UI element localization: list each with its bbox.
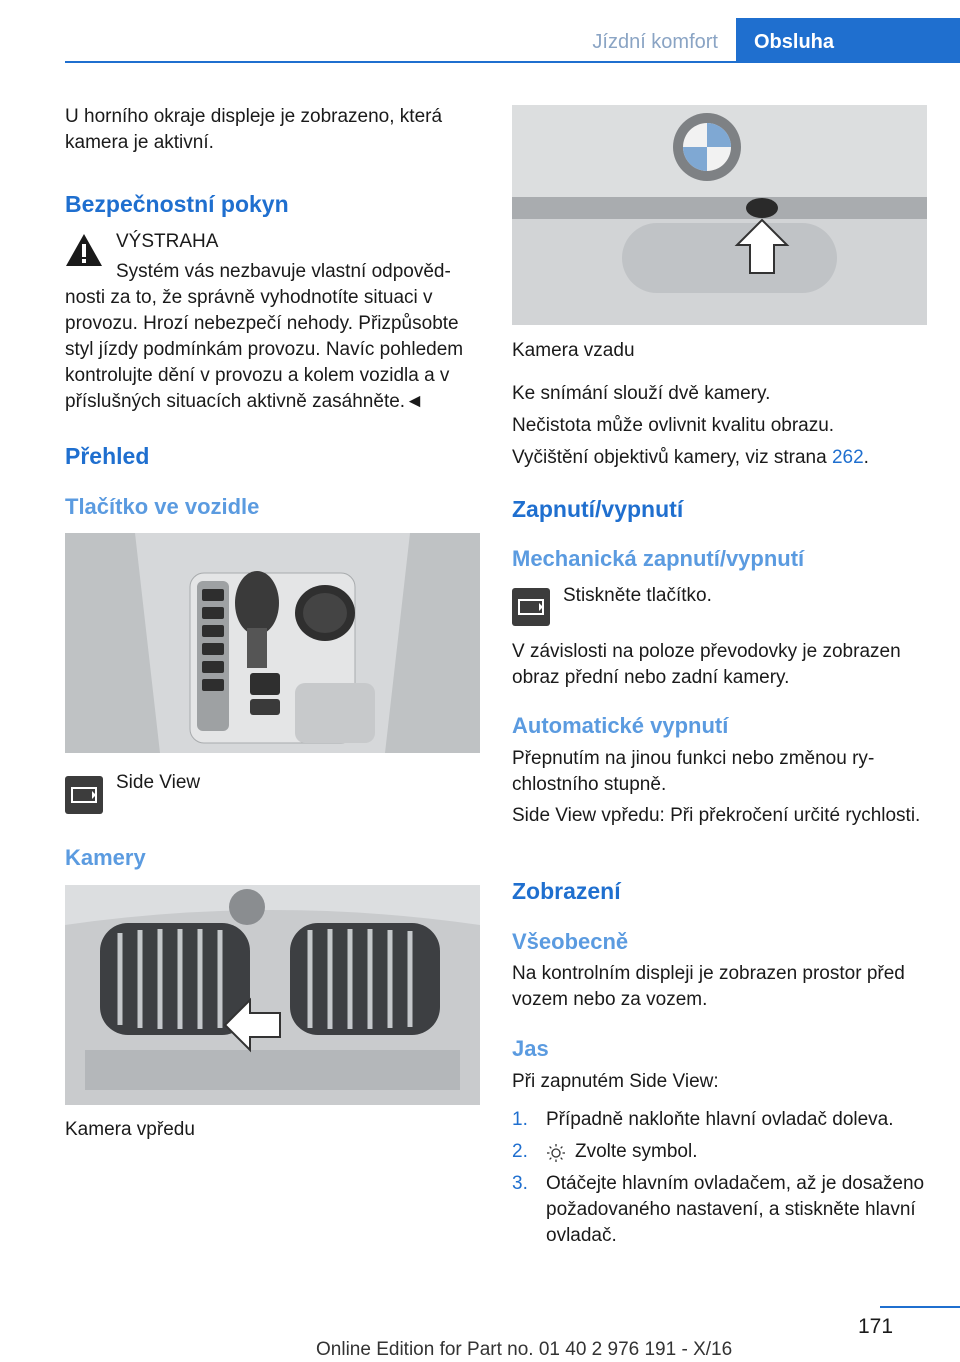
intro-text: U horního okraje displeje je zobrazeno, která kamera je aktivní. bbox=[65, 106, 443, 153]
brightness-sun-icon bbox=[546, 1143, 566, 1163]
cameras-heading: Kamery bbox=[65, 845, 146, 870]
step-2-text: Zvolte symbol. bbox=[575, 1141, 698, 1162]
page-number: 171 bbox=[858, 1315, 894, 1338]
page-link-262[interactable]: 262 bbox=[831, 447, 864, 468]
step-1-text: Případně nakloňte hlavní ovladač doleva. bbox=[546, 1109, 894, 1130]
two-cameras-text: Ke snímání slouží dvě kamery. bbox=[512, 383, 771, 404]
step-1-number: 1. bbox=[512, 1109, 528, 1130]
step-2-number: 2. bbox=[512, 1141, 528, 1162]
auto-text: Přepnutím na jinou funkci nebo změnou rychlostního stupně. bbox=[512, 748, 875, 795]
console-photo bbox=[65, 533, 480, 753]
dirt-text: Nečistota může ovlivnit kvalitu obrazu. bbox=[512, 415, 835, 436]
depends-text: V závislosti na poloze převodovky je zobrazen obraz přední nebo zadní kamery. bbox=[512, 641, 901, 688]
mech-heading: Mechanická zapnutí/vypnutí bbox=[512, 546, 805, 571]
header-rule bbox=[65, 61, 960, 63]
header-chapter-tab: Obsluha bbox=[736, 18, 960, 62]
cleaning-text: Vyčištění objektivů kamery, viz strana 262. bbox=[512, 447, 869, 468]
camera-button-icon bbox=[512, 588, 550, 626]
footer-rule bbox=[880, 1306, 960, 1308]
brightness-intro: Při zapnutém Side View: bbox=[512, 1071, 719, 1092]
onoff-heading: Zapnutí/vypnutí bbox=[512, 496, 684, 522]
front-camera-photo bbox=[65, 885, 480, 1105]
press-button-text: Stiskněte tlačítko. bbox=[563, 585, 712, 606]
overview-heading: Přehled bbox=[65, 443, 150, 469]
safety-heading: Bezpečnostní pokyn bbox=[65, 191, 289, 217]
step-3-text: Otáčejte hlavním ovladačem, až je dosaženo požadovaného nastavení, a stiskněte hlavní ovladač. bbox=[546, 1173, 925, 1246]
general-heading: Všeobecně bbox=[512, 929, 629, 954]
step-3-number: 3. bbox=[512, 1173, 528, 1194]
display-heading: Zobrazení bbox=[512, 878, 621, 904]
warning-text: Systém vás nezbavuje vlastní odpovědnosti za to, že správně vyhodnotíte situaci v provozu. Hrozí nebezpečí nehody. Přizpůsobte styl jízdy podmínkám provozu. Navíc pohledem kontrolujte dění v provozu a kolem vozidla a v příslušných situacích aktivně zasáhněte.◄ bbox=[65, 261, 464, 412]
camera-button-icon bbox=[65, 776, 103, 814]
rear-camera-photo bbox=[512, 105, 927, 325]
rear-camera-caption: Kamera vzadu bbox=[512, 340, 635, 361]
front-camera-caption: Kamera vpředu bbox=[65, 1119, 195, 1140]
button-heading: Tlačítko ve vozidle bbox=[65, 494, 260, 519]
auto-heading: Automatické vypnutí bbox=[512, 713, 729, 738]
edition-footer: Online Edition for Part no. 01 40 2 976 191 - X/16 bbox=[316, 1339, 733, 1360]
brightness-heading: Jas bbox=[512, 1036, 549, 1061]
warning-label: VÝSTRAHA bbox=[116, 231, 219, 252]
general-text: Na kontrolním displeji je zobrazen prostor před vozem nebo za vozem. bbox=[512, 963, 905, 1010]
side-front-text: Side View vpředu: Při překročení určité rychlosti. bbox=[512, 805, 921, 826]
header-section-tab: Jízdní komfort bbox=[592, 31, 718, 53]
side-view-label: Side View bbox=[116, 772, 201, 793]
